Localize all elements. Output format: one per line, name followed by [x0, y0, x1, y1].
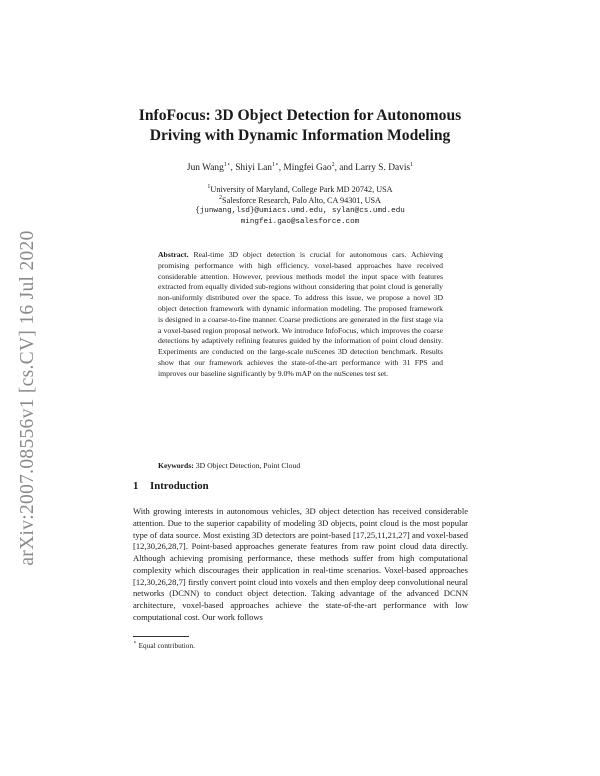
- email-line-1: {junwang,lsd}@umiacs.umd.edu, sylan@cs.umd.edu: [195, 207, 405, 215]
- author-name: Jun Wang: [186, 163, 224, 173]
- abstract-label: Abstract.: [158, 250, 189, 259]
- section-heading: [133, 480, 209, 492]
- abstract-text: Real-time 3D object detection is crucial for autonomous cars. Achieving promising performance with high efficiency, voxel-based approaches have received considerable attention. However, previous methods model the input space with features extracted from equally divided sub-regions without considering that point cloud is generally non-uniformly distributed over the space. To address this issue, we propose a novel 3D object detection framework with dynamic information modeling. The proposed framework is designed in a coarse-to-fine manner. Coarse predictions are generated in the first stage via a voxel-based region proposal network. We introduce InfoFocus, which improves the coarse detections by adaptively refining features guided by the information of point cloud density. Experiments are conducted on the large-scale nuScenes 3D detection benchmark. Results show that our framework achieves the state-of-the-art performance with 31 FPS and improves our baseline significantly by 9.0% mAP on the nuScenes test set.: [158, 250, 443, 378]
- section-number: 1: [133, 480, 139, 492]
- keywords-text: 3D Object Detection, Point Cloud: [195, 461, 301, 470]
- keywords-label: Keywords:: [158, 461, 194, 470]
- footnote: [133, 641, 195, 650]
- email-line-2: mingfei.gao@salesforce.com: [240, 218, 360, 226]
- author-marker: 2: [331, 162, 335, 168]
- footnote-rule: [133, 636, 189, 637]
- affiliation-marker: 2: [219, 195, 223, 201]
- title-line-2: Driving with Dynamic Information Modeling: [149, 127, 451, 144]
- abstract: [158, 250, 443, 380]
- arxiv-identifier: arXiv:2007.08556v1 [cs.CV] 16 Jul 2020: [17, 230, 38, 566]
- author-name: and Larry S. Davis: [339, 163, 411, 173]
- author-marker: 1⋆: [223, 162, 231, 168]
- section-title: Introduction: [150, 480, 209, 492]
- affiliation-2: $^2$Salesforce Research, Palo Alto, CA 94301, USA: [219, 195, 381, 205]
- intro-paragraph: With growing interests in autonomous vehicles, 3D object detection has received considerable attention. Due to the superior capability of modeling 3D objects, point cloud is the most popular type of data source. Most existing 3D detectors are point-based [17,25,11,21,27] and voxel-based [12,30,26,28,7]. Point-based approaches generate features from raw point cloud data directly. Although achieving promising performance, these methods suffer from high computational complexity which discourages their application in real-time scenarios. Voxel-based approaches [12,30,26,28,7] firstly convert point cloud into voxels and then employ deep convolutional neural networks (DCNN) to conduct object detection. Taking advantage of the advanced DCNN architecture, voxel-based approaches achieve the state-of-the-art performance with low computational cost. Our work follows: [133, 506, 468, 622]
- paper-title: [100, 106, 500, 146]
- footnote-text: Equal contribution.: [138, 641, 195, 650]
- author-marker: 1: [410, 162, 414, 168]
- affiliations: [100, 184, 500, 228]
- author-name: Mingfei Gao: [283, 163, 332, 173]
- title-line-1: InfoFocus: 3D Object Detection for Autonomous: [138, 107, 462, 124]
- keywords: [158, 461, 443, 470]
- footnote-marker: ⋆: [133, 640, 137, 646]
- affiliation-marker: 1: [207, 184, 211, 190]
- author-name: Shiyi Lan: [235, 163, 272, 173]
- author-list: Jun Wang$^{1⋆}$, Shiyi Lan$^{1⋆}$, Mingfei Gao$^2$, and Larry S. Davis$^1$: [186, 162, 414, 173]
- affiliation-1: $^1$University of Maryland, College Park MD 20742, USA: [207, 184, 393, 194]
- author-marker: 1⋆: [271, 162, 279, 168]
